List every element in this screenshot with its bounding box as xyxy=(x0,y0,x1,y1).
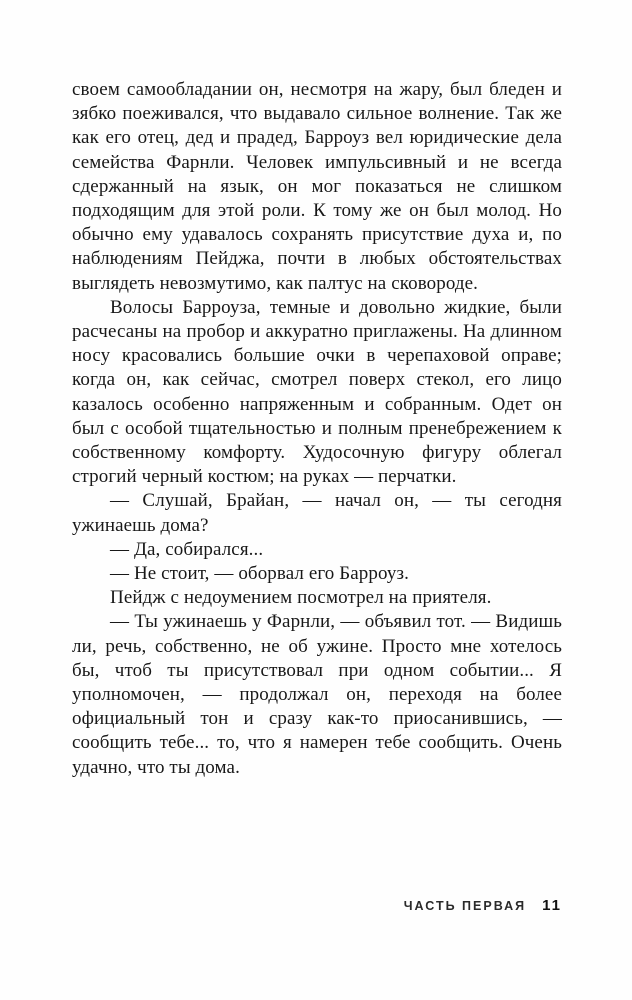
paragraph-dialogue: — Не стоит, — оборвал его Барроуз. xyxy=(110,563,409,585)
page-number: 11 xyxy=(542,897,562,914)
text-block xyxy=(72,78,562,780)
part-label: ЧАСТЬ ПЕРВАЯ xyxy=(403,899,527,913)
paragraph: Волосы Барроуза, темные и довольно жидкие, были расчесаны на пробор и аккуратно приглажены. На длинном носу красовались большие очки в черепаховой оправе; когда он, как сейчас, смотрел поверх стекол, его лицо казалось особенно напряженным и собранным. Одет он был с особой тщательностью и полным пренебрежением к собственному комфорту. Худосочную фигуру облегал строгий черный костюм; на руках — перчатки. xyxy=(72,296,562,488)
paragraph-dialogue: — Ты ужинаешь у Фарнли, — объявил тот. — Видишь ли, речь, собственно, не об ужине. Просто мне хотелось бы, чтоб ты присутствовал при одном событии... Я уполномочен, — продолжал он, переходя на более официальный тон и сразу как-то приосанившись, — сообщить тебе... то, что я намерен тебе сообщить. Очень удачно, что ты дома. xyxy=(72,611,562,778)
paragraph: Пейдж с недоумением посмотрел на приятеля. xyxy=(110,587,492,609)
paragraph-dialogue: — Слушай, Брайан, — начал он, — ты сегодня ужинаешь дома? xyxy=(72,490,562,536)
page-footer xyxy=(404,897,562,914)
paragraph: своем самообладании он, несмотря на жару, был бледен и зябко поеживался, что выдавало сильное волнение. Так же как его отец, дед и прадед, Барроуз вел юридические дела семейства Фарнли. Человек импульсивный и не всегда сдержанный на язык, он мог показаться не слишком подходящим для этой роли. К тому же он был молод. Но обычно ему удавалось сохранять присутствие духа и, по наблюдениям Пейджа, почти в любых обстоятельствах выглядеть невозмутимо, как палтус на сковороде. xyxy=(72,79,562,294)
paragraph-dialogue: — Да, собирался... xyxy=(110,538,264,560)
